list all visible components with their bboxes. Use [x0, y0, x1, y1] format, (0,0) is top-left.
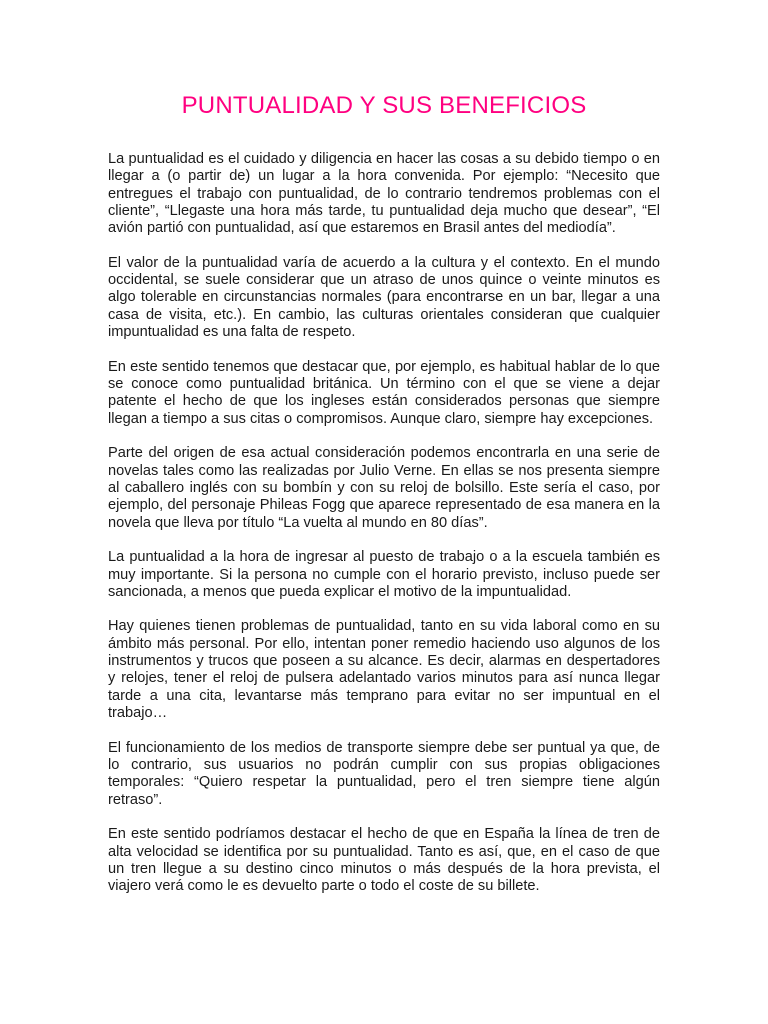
document-body	[108, 151, 660, 913]
paragraph-4: Parte del origen de esa actual consideración podemos encontrarla en una serie de novelas tales como las realizadas por Julio Verne. En ellas se nos presenta siempre al caballero inglés con su bombín y con su reloj de bolsillo. Este sería el caso, por ejemplo, del personaje Phileas Fogg que aparece representado de esa manera en la novela que lleva por título “La vuelta al mundo en 80 días”.	[108, 445, 660, 531]
paragraph-6: Hay quienes tienen problemas de puntualidad, tanto en su vida laboral como en su ámbito más personal. Por ello, intentan poner remedio haciendo uso algunos de los instrumentos y trucos que poseen a su alcance. Es decir, alarmas en despertadores y relojes, tener el reloj de pulsera adelantado varios minutos para así nunca llegar tarde a una cita, levantarse más temprano para evitar no ser impuntual en el trabajo…	[108, 618, 660, 721]
paragraph-3: En este sentido tenemos que destacar que, por ejemplo, es habitual hablar de lo que se conoce como puntualidad británica. Un término con el que se viene a dejar patente el hecho de que los ingleses están considerados personas que siempre llegan a tiempo a sus citas o compromisos. Aunque claro, siempre hay excepciones.	[108, 358, 660, 427]
paragraph-2: El valor de la puntualidad varía de acuerdo a la cultura y el contexto. En el mundo occidental, se suele considerar que un atraso de unos quince o veinte minutos es algo tolerable en circunstancias normales (para encontrarse en un bar, llegar a una casa de visita, etc.). En cambio, las culturas orientales consideran que cualquier impuntualidad es una falta de respeto.	[108, 254, 660, 341]
paragraph-5: La puntualidad a la hora de ingresar al puesto de trabajo o a la escuela también es muy importante. Si la persona no cumple con el horario previsto, incluso puede ser sancionada, a menos que pueda explicar el motivo de la impuntualidad.	[108, 549, 660, 600]
paragraph-7: El funcionamiento de los medios de transporte siempre debe ser puntual ya que, de lo contrario, sus usuarios no podrán cumplir con sus propias obligaciones temporales: “Quiero respetar la puntualidad, pero el tren siempre tiene algún retraso”.	[108, 739, 660, 808]
document-title: PUNTUALIDAD Y SUS BENEFICIOS	[181, 92, 587, 119]
paragraph-1: La puntualidad es el cuidado y diligencia en hacer las cosas a su debido tiempo o en llegar a (o partir de) un lugar a la hora convenida. Por ejemplo: “Necesito que entregues el trabajo con puntualidad, de lo contrario tendremos problemas con el cliente”, “Llegaste una hora más tarde, tu puntualidad deja mucho que desear”, “El avión partió con puntualidad, así que estaremos en Brasil antes del mediodía”.	[108, 151, 660, 237]
paragraph-8: En este sentido podríamos destacar el hecho de que en España la línea de tren de alta velocidad se identifica por su puntualidad. Tanto es así, que, en el caso de que un tren llegue a su destino cinco minutos o más después de la hora prevista, el viajero verá como le es devuelto parte o todo el coste de su billete.	[108, 826, 660, 895]
